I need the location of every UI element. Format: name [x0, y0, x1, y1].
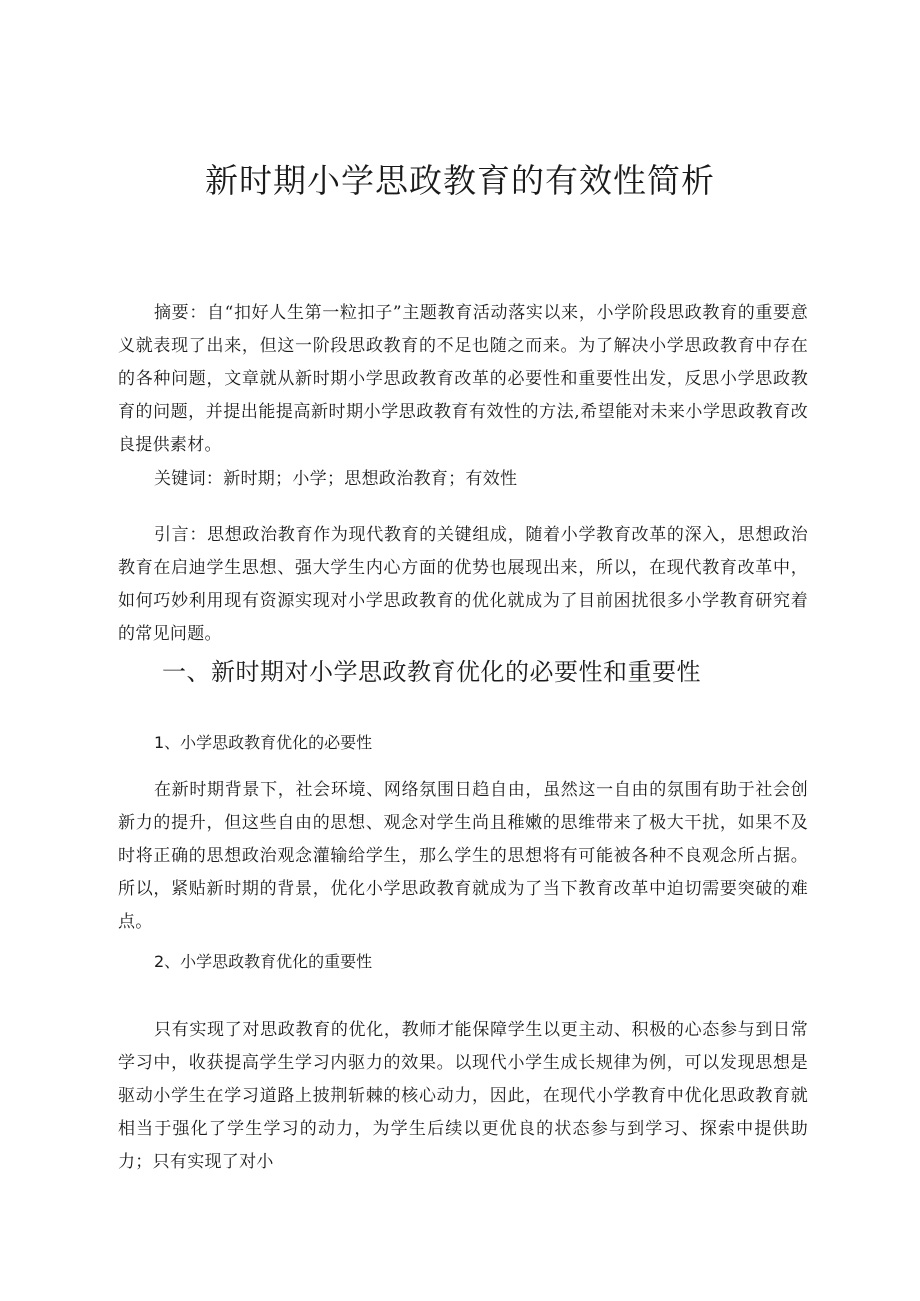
introduction-paragraph: [118, 519, 808, 651]
necessity-paragraph: 在新时期背景下，社会环境、网络氛围日趋自由，虽然这一自由的氛围有助于社会创新力的提升，但这些自由的思想、观念对学生尚且稚嫩的思维带来了极大干扰，如果不及时将正确的思想政治观念灌输给学生，那么学生的思想将有可能被各种不良观念所占据。所以，紧贴新时期的背景，优化小学思政教育就成为了当下教育改革中迫切需要突破的难点。: [118, 780, 808, 932]
subsection-heading-necessity: 1、小学思政教育优化的必要性: [154, 733, 373, 752]
introduction-text: 思想政治教育作为现代教育的关键组成，随着小学教育改革的深入，思想政治教育在启迪学生思想、强大学生内心方面的优势也展现出来，所以，在现代教育改革中，如何巧妙利用现有资源实现对小学思政教育的优化就成为了目前困扰很多小学教育研究着的常见问题。: [118, 525, 808, 644]
keywords-text: 新时期；小学；思想政治教育；有效性: [223, 469, 518, 489]
abstract-label: 摘要：: [154, 303, 207, 323]
abstract-paragraph: [118, 297, 808, 462]
subsection-heading-importance: 2、小学思政教育优化的重要性: [154, 952, 373, 971]
document-title: 新时期小学思政教育的有效性简析: [205, 161, 715, 200]
section-heading: 一、新时期对小学思政教育优化的必要性和重要性: [162, 658, 701, 686]
keywords-paragraph: [118, 463, 808, 496]
importance-paragraph: 只有实现了对思政教育的优化，教师才能保障学生以更主动、积极的心态参与到日常学习中，收获提高学生学习内驱力的效果。以现代小学生成长规律为例，可以发现思想是驱动小学生在学习道路上披荆斩棘的核心动力，因此，在现代小学教育中优化思政教育就相当于强化了学生学习的动力，为学生后续以更优良的状态参与到学习、探索中提供助力；只有实现了对小: [118, 1020, 808, 1172]
keywords-label: 关键词：: [154, 469, 224, 489]
abstract-text: 自“扣好人生第一粒扣子”主题教育活动落实以来，小学阶段思政教育的重要意义就表现了出来，但这一阶段思政教育的不足也随之而来。为了解决小学思政教育中存在的各种问题，文章就从新时期小学思政教育改革的必要性和重要性出发，反思小学思政教育的问题，并提出能提高新时期小学思政教育有效性的方法,希望能对未来小学思政教育改良提供素材。: [118, 303, 808, 455]
introduction-label: 引言：: [154, 525, 208, 545]
